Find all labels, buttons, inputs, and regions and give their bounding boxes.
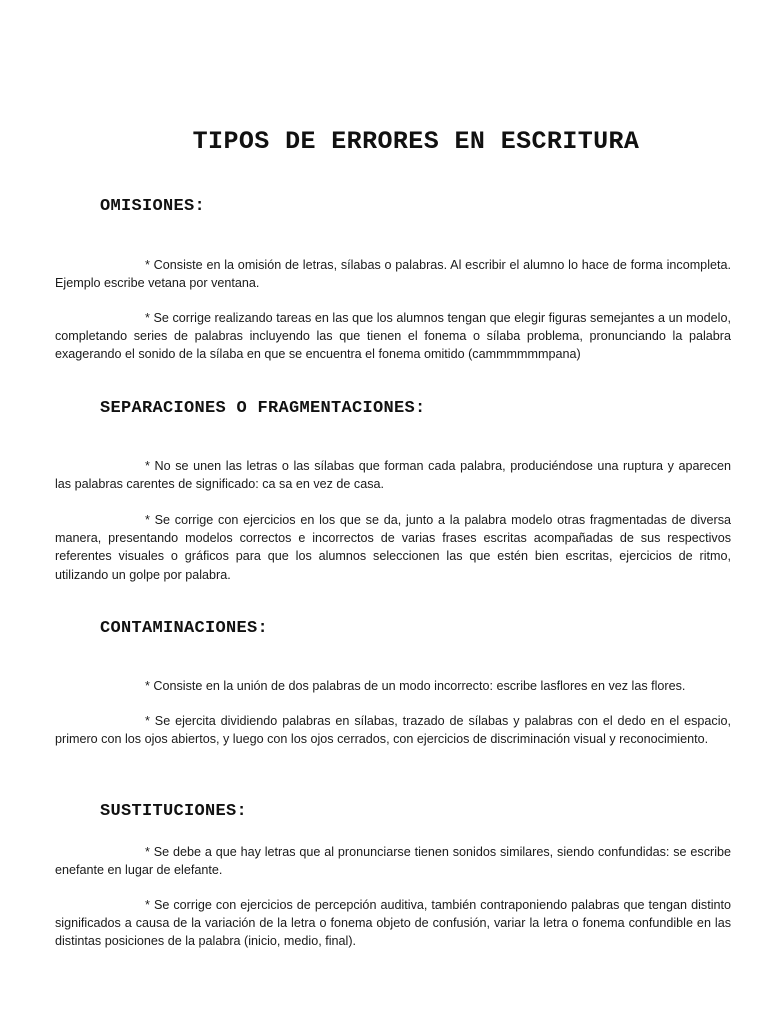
paragraph-omisiones-correction: * Se corrige realizando tareas en las que los alumnos tengan que elegir figuras semejantes a un modelo, completando series de palabras incluyendo las que tienen el fonema o sílaba problema, pronunciando la palabra exagerando el sonido de la sílaba en que se encuentra el fonema omitido (cammmmmmpana)	[55, 311, 731, 362]
section-heading-contaminaciones: CONTAMINACIONES:	[100, 619, 269, 638]
paragraph-contaminaciones-definition: * Consiste en la unión de dos palabras de un modo incorrecto: escribe lasflores en vez las flores.	[145, 679, 686, 693]
paragraph-omisiones-definition: * Consiste en la omisión de letras, sílabas o palabras. Al escribir el alumno lo hace de forma incompleta. Ejemplo escribe vetana por ventana.	[55, 258, 731, 291]
document-title: TIPOS DE ERRORES EN ESCRITURA	[192, 127, 640, 156]
paragraph-separaciones-definition: * No se unen las letras o las sílabas que forman cada palabra, produciéndose una ruptura y aparecen las palabras carentes de significado: ca sa en vez de casa.	[55, 459, 731, 492]
paragraph-contaminaciones-correction: * Se ejercita dividiendo palabras en sílabas, trazado de sílabas y palabras con el dedo en el espacio, primero con los ojos abiertos, y luego con los ojos cerrados, con ejercicios de discriminación visual y reconocimiento.	[55, 714, 731, 747]
paragraph-sustituciones-definition: * Se debe a que hay letras que al pronunciarse tienen sonidos similares, siendo confundidas: se escribe enefante en lugar de elefante.	[55, 845, 731, 878]
section-heading-separaciones: SEPARACIONES O FRAGMENTACIONES:	[100, 399, 426, 418]
section-heading-sustituciones: SUSTITUCIONES:	[100, 802, 248, 821]
paragraph-sustituciones-correction: * Se corrige con ejercicios de percepción auditiva, también contraponiendo palabras que tengan distinto significados a causa de la variación de la letra o fonema objeto de confusión, variar la letra o fonema confundible en las distintas posiciones de la palabra (inicio, medio, final).	[55, 898, 731, 949]
section-heading-omisiones: OMISIONES:	[100, 197, 206, 216]
paragraph-separaciones-correction: * Se corrige con ejercicios en los que se da, junto a la palabra modelo otras fragmentadas de diversa manera, presentando modelos correctos e incorrectos de varias frases escritas acompañadas de sus respectivos referentes visuales o gráficos para que los alumnos seleccionen las que estén bien escritas, ejercicios de ritmo, utilizando un golpe por palabra.	[55, 513, 731, 582]
